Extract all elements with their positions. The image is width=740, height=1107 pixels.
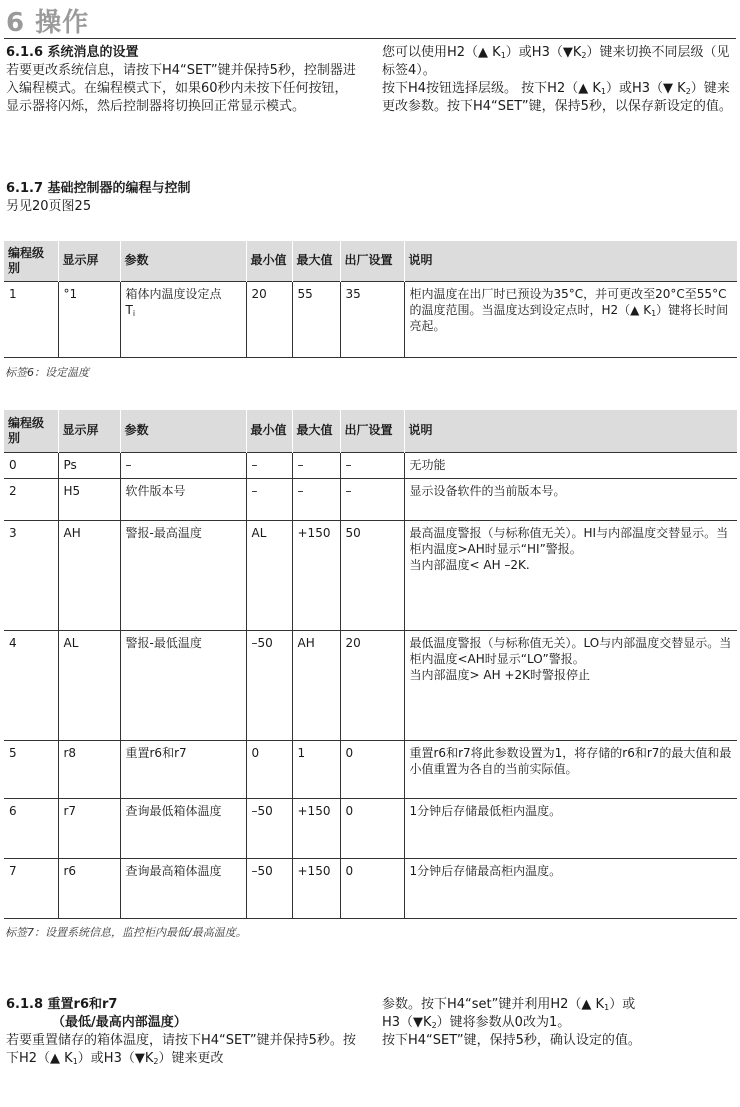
- section-618-right: [382, 996, 734, 1050]
- cell-display: AH: [58, 520, 120, 630]
- section-618-right-l1: 参数。按下H4“set”键并利用H2（▲ $K_1$）或: [382, 997, 636, 1012]
- cell-level: 7: [4, 858, 58, 918]
- th-min: 最小值: [246, 241, 292, 281]
- chapter-rule: [4, 38, 736, 39]
- cell-param: 重置r6和r7: [120, 740, 246, 798]
- cell-display: °1: [58, 281, 120, 357]
- cell-param: 箱体内温度设定点 $T_i$: [120, 281, 246, 357]
- cell-display: Ps: [58, 452, 120, 478]
- cell-max: +150: [292, 858, 340, 918]
- cell-param: 警报-最低温度: [120, 630, 246, 740]
- table-row: [4, 798, 737, 858]
- cell-param: 查询最高箱体温度: [120, 858, 246, 918]
- table-6-caption: 标签6：设定温度: [5, 366, 89, 379]
- cell-min: –50: [246, 798, 292, 858]
- cell-display: H5: [58, 478, 120, 520]
- cell-default: 35: [340, 281, 404, 357]
- table-7: [4, 410, 737, 919]
- th-max: 最大值: [292, 410, 340, 452]
- section-618-left-text: 若要重置储存的箱体温度，请按下H4“SET”键并保持5秒。按下H2（▲ $K_1$）或$H3(▼K_2)$键来更改: [6, 1033, 356, 1066]
- cell-display: r8: [58, 740, 120, 798]
- cell-param: 软件版本号: [120, 478, 246, 520]
- section-616-heading: 6.1.6 系统消息的设置: [6, 45, 139, 60]
- section-618-right-l2: $H3(▼K_2)$键将参数从0改为1。: [382, 1015, 571, 1030]
- cell-default: 50: [340, 520, 404, 630]
- th-param: 参数: [120, 410, 246, 452]
- table-7-header: [4, 410, 737, 452]
- section-617-heading: 6.1.7 基础控制器的编程与控制: [6, 181, 191, 196]
- cell-default: –: [340, 478, 404, 520]
- section-618-right-l3: 按下H4“SET”键，保持5秒，确认设定的值。: [382, 1033, 641, 1048]
- table-7-caption: 标签7：设置系统信息，监控柜内最低/最高温度。: [5, 926, 247, 939]
- th-display: 显示屏: [58, 241, 120, 281]
- cell-max: –: [292, 452, 340, 478]
- th-desc: 说明: [404, 410, 737, 452]
- cell-level: 2: [4, 478, 58, 520]
- cell-default: 0: [340, 858, 404, 918]
- table-row: [4, 740, 737, 798]
- th-max: 最大值: [292, 241, 340, 281]
- table-row: [4, 478, 737, 520]
- table-row: [4, 452, 737, 478]
- th-min: 最小值: [246, 410, 292, 452]
- th-default: 出厂设置: [340, 241, 404, 281]
- cell-min: –50: [246, 630, 292, 740]
- table-row: [4, 281, 737, 357]
- section-616-right-p1: 您可以使用H2（▲ $K_1$）或$H3(▼K_2)$键来切换不同层级（见标签4）。: [382, 45, 730, 78]
- cell-level: 1: [4, 281, 58, 357]
- section-618-heading: 6.1.8 重置r6和r7: [6, 997, 118, 1012]
- th-param: 参数: [120, 241, 246, 281]
- section-617: [6, 180, 406, 216]
- cell-desc: 柜内温度在出厂时已预设为35°C，并可更改至20°C至55°C的温度范围。当温度达到设定点时，H2（▲ $K_1$）键将长时间亮起。: [404, 281, 737, 357]
- table-row: [4, 520, 737, 630]
- table-6-header: [4, 241, 737, 281]
- cell-max: +150: [292, 520, 340, 630]
- cell-level: 3: [4, 520, 58, 630]
- th-level: 编程级别: [4, 241, 58, 281]
- section-618-subheading: （最低/最高内部温度）: [52, 1015, 187, 1030]
- cell-default: 20: [340, 630, 404, 740]
- cell-max: 1: [292, 740, 340, 798]
- cell-display: r7: [58, 798, 120, 858]
- cell-level: 4: [4, 630, 58, 740]
- cell-desc: 最高温度警报（与标称值无关）。HI与内部温度交替显示。当柜内温度>AH时显示“HI”警报。 当内部温度< AH –2K.: [404, 520, 737, 630]
- cell-param: –: [120, 452, 246, 478]
- section-616-right-p2: 按下H4按钮选择层级。 按下H2（▲ $K_1$）或H3（▼ $K_2$）键来更改参数。按下H4“SET”键，保持5秒，以保存新设定的值。: [382, 81, 732, 114]
- cell-level: 6: [4, 798, 58, 858]
- cell-default: 0: [340, 798, 404, 858]
- section-616-right: [382, 44, 734, 116]
- cell-min: –: [246, 452, 292, 478]
- cell-min: –: [246, 478, 292, 520]
- cell-max: –: [292, 478, 340, 520]
- cell-default: 0: [340, 740, 404, 798]
- table-row: [4, 858, 737, 918]
- cell-desc: 1分钟后存储最低柜内温度。: [404, 798, 737, 858]
- cell-param: 查询最低箱体温度: [120, 798, 246, 858]
- cell-display: r6: [58, 858, 120, 918]
- cell-desc: 无功能: [404, 452, 737, 478]
- cell-min: 0: [246, 740, 292, 798]
- cell-display: AL: [58, 630, 120, 740]
- cell-min: AL: [246, 520, 292, 630]
- cell-default: –: [340, 452, 404, 478]
- section-616-left-text: 若要更改系统信息，请按下H4“SET”键并保持5秒，控制器进入编程模式。在编程模式下，如果60秒内未按下任何按钮，显示器将闪烁，然后控制器将切换回正常显示模式。: [6, 63, 356, 114]
- cell-desc: 重置r6和r7将此参数设置为1，将存储的r6和r7的最大值和最小值重置为各自的当前实际值。: [404, 740, 737, 798]
- cell-max: +150: [292, 798, 340, 858]
- section-618-left: [6, 996, 362, 1068]
- th-display: 显示屏: [58, 410, 120, 452]
- table-6: [4, 241, 737, 358]
- cell-max: AH: [292, 630, 340, 740]
- table-row: [4, 630, 737, 740]
- section-616-left: [6, 44, 356, 116]
- cell-min: –50: [246, 858, 292, 918]
- cell-level: 0: [4, 452, 58, 478]
- cell-max: 55: [292, 281, 340, 357]
- cell-desc: 最低温度警报（与标称值无关）。LO与内部温度交替显示。当柜内温度<AH时显示“LO”警报。 当内部温度> AH +2K时警报停止: [404, 630, 737, 740]
- cell-param: 警报-最高温度: [120, 520, 246, 630]
- section-617-see-also: 另见20页图25: [6, 199, 92, 214]
- cell-desc: 显示设备软件的当前版本号。: [404, 478, 737, 520]
- cell-min: 20: [246, 281, 292, 357]
- th-level: 编程级别: [4, 410, 58, 452]
- th-desc: 说明: [404, 241, 737, 281]
- cell-desc: 1分钟后存储最高柜内温度。: [404, 858, 737, 918]
- cell-level: 5: [4, 740, 58, 798]
- th-default: 出厂设置: [340, 410, 404, 452]
- chapter-title: 6 操作: [6, 8, 90, 38]
